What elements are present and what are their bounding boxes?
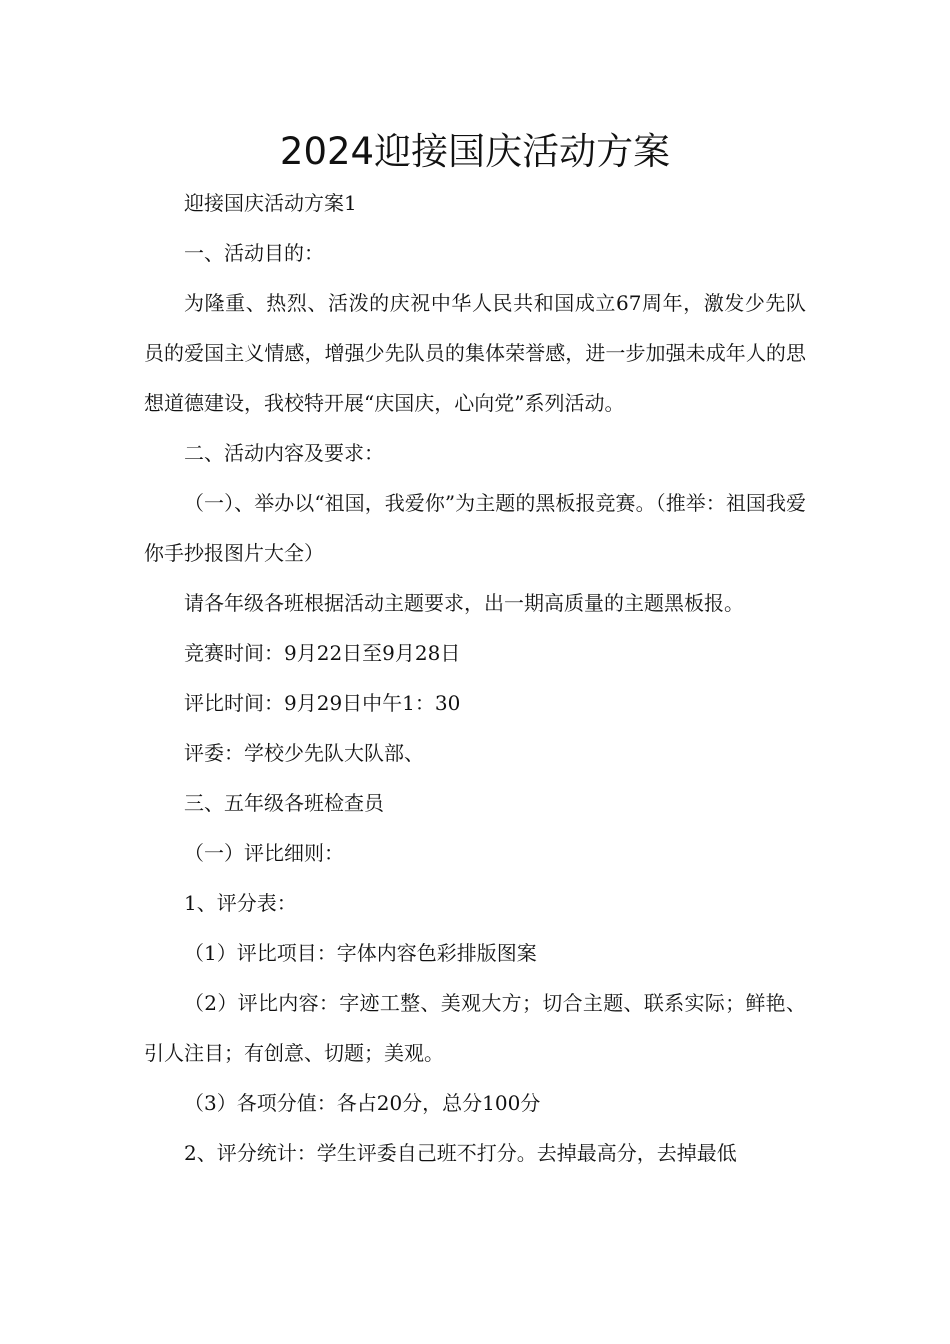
paragraph-section-title: 迎接国庆活动方案1: [184, 191, 357, 215]
paragraph-blackboard-contest: （一）、举办以“祖国，我爱你”为主题的黑板报竞赛。（推举：祖国我爱你手抄报图片大全）: [144, 491, 806, 565]
paragraph-judges: 评委：学校少先队大队部、: [184, 741, 424, 765]
paragraph-heading-content: 二、活动内容及要求：: [184, 441, 384, 465]
paragraph-judging-time: 评比时间：9月29日中午1：30: [184, 691, 461, 715]
document-body: [144, 178, 806, 1178]
paragraph-class-request: 请各年级各班根据活动主题要求，出一期高质量的主题黑板报。: [184, 591, 744, 615]
paragraph-inspectors: 三、五年级各班检查员: [184, 791, 384, 815]
paragraph-rules-heading: （一）评比细则：: [184, 841, 344, 865]
paragraph-criteria-content: （2）评比内容：字迹工整、美观大方；切合主题、联系实际；鲜艳、引人注目；有创意、切题；美观。: [144, 991, 806, 1065]
paragraph-score-table: 1、评分表：: [184, 891, 297, 915]
paragraph-score-values: （3）各项分值：各占20分，总分100分: [184, 1091, 541, 1115]
document-title: 2024迎接国庆活动方案: [279, 130, 671, 173]
paragraph-heading-purpose: 一、活动目的：: [184, 241, 324, 265]
paragraph-purpose-text: 为隆重、热烈、活泼的庆祝中华人民共和国成立67周年，激发少先队员的爱国主义情感，增强少先队员的集体荣誉感，进一步加强未成年人的思想道德建设，我校特开展“庆国庆，心向党”系列活动。: [144, 291, 806, 415]
paragraph-criteria-items: （1）评比项目：字体内容色彩排版图案: [184, 941, 537, 965]
paragraph-score-statistics: 2、评分统计：学生评委自己班不打分。去掉最高分，去掉最低: [184, 1141, 737, 1165]
paragraph-contest-time: 竞赛时间：9月22日至9月28日: [184, 641, 461, 665]
